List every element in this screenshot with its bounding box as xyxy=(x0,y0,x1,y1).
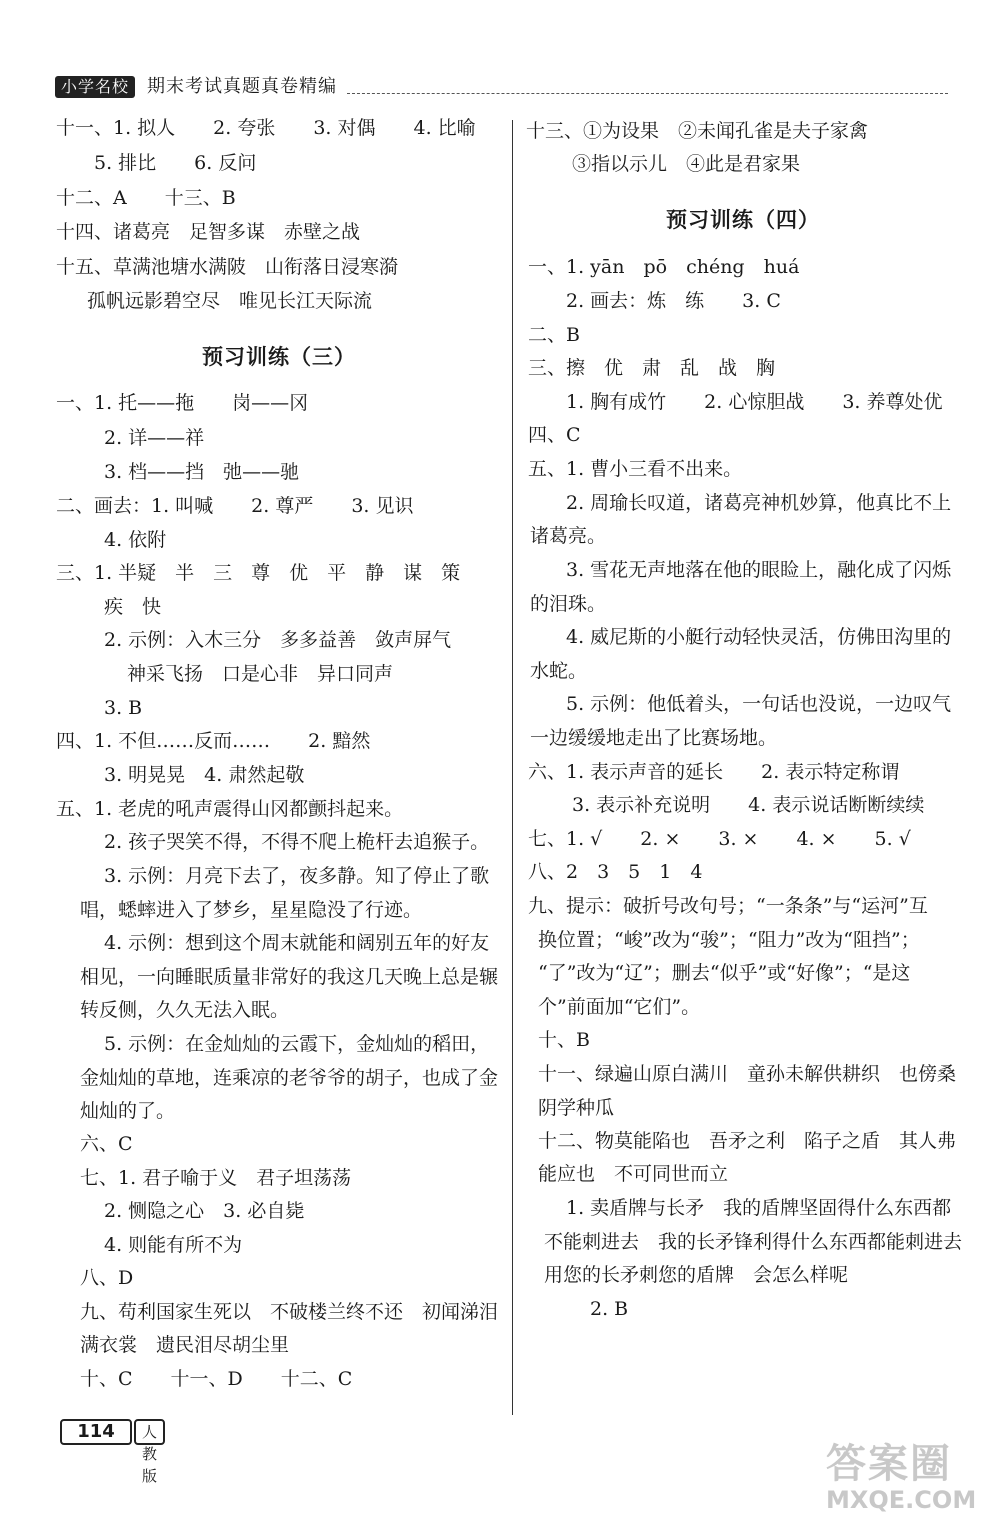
section-title-preview-4: 预习训练（四） xyxy=(666,207,820,232)
answer-line: 2. 周瑜长叹道，诸葛亮神机妙算，他真比不上 xyxy=(566,492,952,514)
answer-line: 阴学种瓜 xyxy=(538,1097,615,1119)
answer-line: 八、D xyxy=(80,1267,134,1289)
answer-line: 2. 孩子哭笑不得，不得不爬上桅杆去追猴子。 xyxy=(104,831,490,853)
answer-line: 七、1. √ 2. × 3. × 4. × 5. √ xyxy=(528,828,911,850)
answer-line: 疾 快 xyxy=(104,596,162,618)
answer-line: 3. 雪花无声地落在他的眼睑上，融化成了闪烁 xyxy=(566,559,952,581)
watermark-logo xyxy=(822,1432,977,1516)
answer-line: ③指以示儿 ④此是君家果 xyxy=(572,153,801,175)
answer-line: 十一、绿遍山原白满川 童孙未解供耕织 也傍桑 xyxy=(538,1063,957,1085)
answer-line: 4. 依附 xyxy=(104,529,167,551)
answer-line: 3. 示例：月亮下去了，夜多静。知了停止了歌 xyxy=(104,865,490,887)
page-number: 114 xyxy=(60,1419,132,1445)
answer-line: 5. 排比 6. 反问 xyxy=(94,152,257,174)
answer-line: 一边缓缓地走出了比赛场地。 xyxy=(530,727,778,749)
answer-line: 5. 示例：在金灿灿的云霞下，金灿灿的稻田， xyxy=(104,1033,490,1055)
page-header xyxy=(55,76,948,100)
answer-line: 十三、①为设果 ②未闻孔雀是夫子家禽 xyxy=(526,120,869,142)
answer-line: 1. 胸有成竹 2. 心惊胆战 3. 养尊处优 xyxy=(566,391,943,413)
answer-line: 六、1. 表示声音的延长 2. 表示特定称谓 xyxy=(528,761,900,783)
answer-line: 的泪珠。 xyxy=(530,593,607,615)
brand-badge: 小学名校 xyxy=(55,76,135,98)
answer-line: 灿灿的了。 xyxy=(80,1100,176,1122)
section-title-preview-3: 预习训练（三） xyxy=(202,344,356,369)
answer-line: 水蛇。 xyxy=(530,660,588,682)
answer-line: 十、B xyxy=(538,1029,590,1051)
answer-line: 2. 画去：炼 练 3. C xyxy=(566,290,781,312)
answer-line: 十五、草满池塘水满陂 山衔落日浸寒漪 xyxy=(56,256,399,278)
answer-line: 诸葛亮。 xyxy=(530,525,607,547)
answer-line: 5. 示例：他低着头，一句话也没说，一边叹气 xyxy=(566,693,952,715)
answer-line: 2. 详——祥 xyxy=(104,427,205,449)
answer-line: 十四、诸葛亮 足智多谋 赤壁之战 xyxy=(56,221,361,243)
answer-line: 孤帆远影碧空尽 唯见长江天际流 xyxy=(87,290,373,312)
answer-line: 换位置；“峻”改为“骏”；“阻力”改为“阻挡”； xyxy=(538,929,920,951)
answer-line: 三、1. 半疑 半 三 尊 优 平 静 谋 策 xyxy=(56,562,461,584)
answer-line: 2. B xyxy=(590,1298,629,1320)
answer-line: 用您的长矛刺您的盾牌 会怎么样呢 xyxy=(544,1264,849,1286)
answer-line: 4. 威尼斯的小艇行动轻快灵活，仿佛田沟里的 xyxy=(566,626,952,648)
answer-line: 六、C xyxy=(80,1133,133,1155)
answer-line: 2. 恻隐之心 3. 必自毙 xyxy=(104,1200,305,1222)
answer-line: 三、擦 优 肃 乱 战 胸 xyxy=(528,357,776,379)
answer-line: 十一、1. 拟人 2. 夸张 3. 对偶 4. 比喻 xyxy=(56,117,476,139)
answer-line: 一、1. yān pō chéng huá xyxy=(528,256,800,278)
answer-line: 转反侧，久久无法入眠。 xyxy=(80,999,290,1021)
watermark-url: MXQE.COM xyxy=(826,1486,977,1514)
column-divider xyxy=(512,120,513,1415)
answer-line: 一、1. 托——拖 岗——冈 xyxy=(56,392,309,414)
answer-line: 唱，蟋蟀进入了梦乡，星星隐没了行迹。 xyxy=(80,899,423,921)
answer-line: 金灿灿的草地，连乘凉的老爷爷的胡子，也成了金 xyxy=(80,1067,499,1089)
answer-line: 相见，一向睡眠质量非常好的我这几天晚上总是辗 xyxy=(80,966,499,988)
answer-line: 五、1. 曹小三看不出来。 xyxy=(528,458,743,480)
answer-line: 4. 则能有所不为 xyxy=(104,1234,243,1256)
answer-line: 十二、A 十三、B xyxy=(56,187,236,209)
answer-line: 2. 示例：入木三分 多多益善 敛声屏气 xyxy=(104,629,452,651)
answer-line: 八、2 3 5 1 4 xyxy=(528,861,703,883)
answer-line: 四、1. 不但……反而…… 2. 黯然 xyxy=(56,730,371,752)
answer-line: 九、提示：破折号改句号；“一条条”与“运河”互 xyxy=(528,895,928,917)
header-rule xyxy=(347,93,948,94)
answer-line: 二、画去：1. 叫喊 2. 尊严 3. 见识 xyxy=(56,495,414,517)
answer-line: 七、1. 君子喻于义 君子坦荡荡 xyxy=(80,1167,352,1189)
watermark-text: 答案圈 xyxy=(826,1441,952,1487)
answer-line: 四、C xyxy=(528,424,581,446)
answer-line: 十二、物莫能陷也 吾矛之利 陷子之盾 其人弗 xyxy=(538,1130,957,1152)
answer-line: “了”改为“辽”；删去“似乎”或“好像”；“是这 xyxy=(538,962,911,984)
answer-line: 二、B xyxy=(528,324,580,346)
edition-badge: 人教版 xyxy=(134,1419,165,1445)
answer-line: 十、C 十一、D 十二、C xyxy=(80,1368,353,1390)
answer-line: 3. 档——挡 弛——驰 xyxy=(104,461,300,483)
answer-line: 3. 明晃晃 4. 肃然起敬 xyxy=(104,764,305,786)
answer-line: 3. 表示补充说明 4. 表示说话断断续续 xyxy=(572,794,925,816)
answer-line: 五、1. 老虎的吼声震得山冈都颤抖起来。 xyxy=(56,798,404,820)
answer-line: 能应也 不可同世而立 xyxy=(538,1163,729,1185)
answer-line: 个”前面加“它们”。 xyxy=(538,996,701,1018)
answer-line: 4. 示例：想到这个周末就能和阔别五年的好友 xyxy=(104,932,490,954)
answer-line: 满衣裳 遗民泪尽胡尘里 xyxy=(80,1334,290,1356)
answer-line: 不能刺进去 我的长矛锋利得什么东西都能刺进去 xyxy=(544,1231,963,1253)
answer-line: 1. 卖盾牌与长矛 我的盾牌坚固得什么东西都 xyxy=(566,1197,952,1219)
series-title: 期末考试真题真卷精编 xyxy=(147,76,337,97)
answer-line: 3. B xyxy=(104,697,143,719)
answer-line: 神采飞扬 口是心非 异口同声 xyxy=(127,663,394,685)
answer-line: 九、苟利国家生死以 不破楼兰终不还 初闻涕泪 xyxy=(80,1301,499,1323)
